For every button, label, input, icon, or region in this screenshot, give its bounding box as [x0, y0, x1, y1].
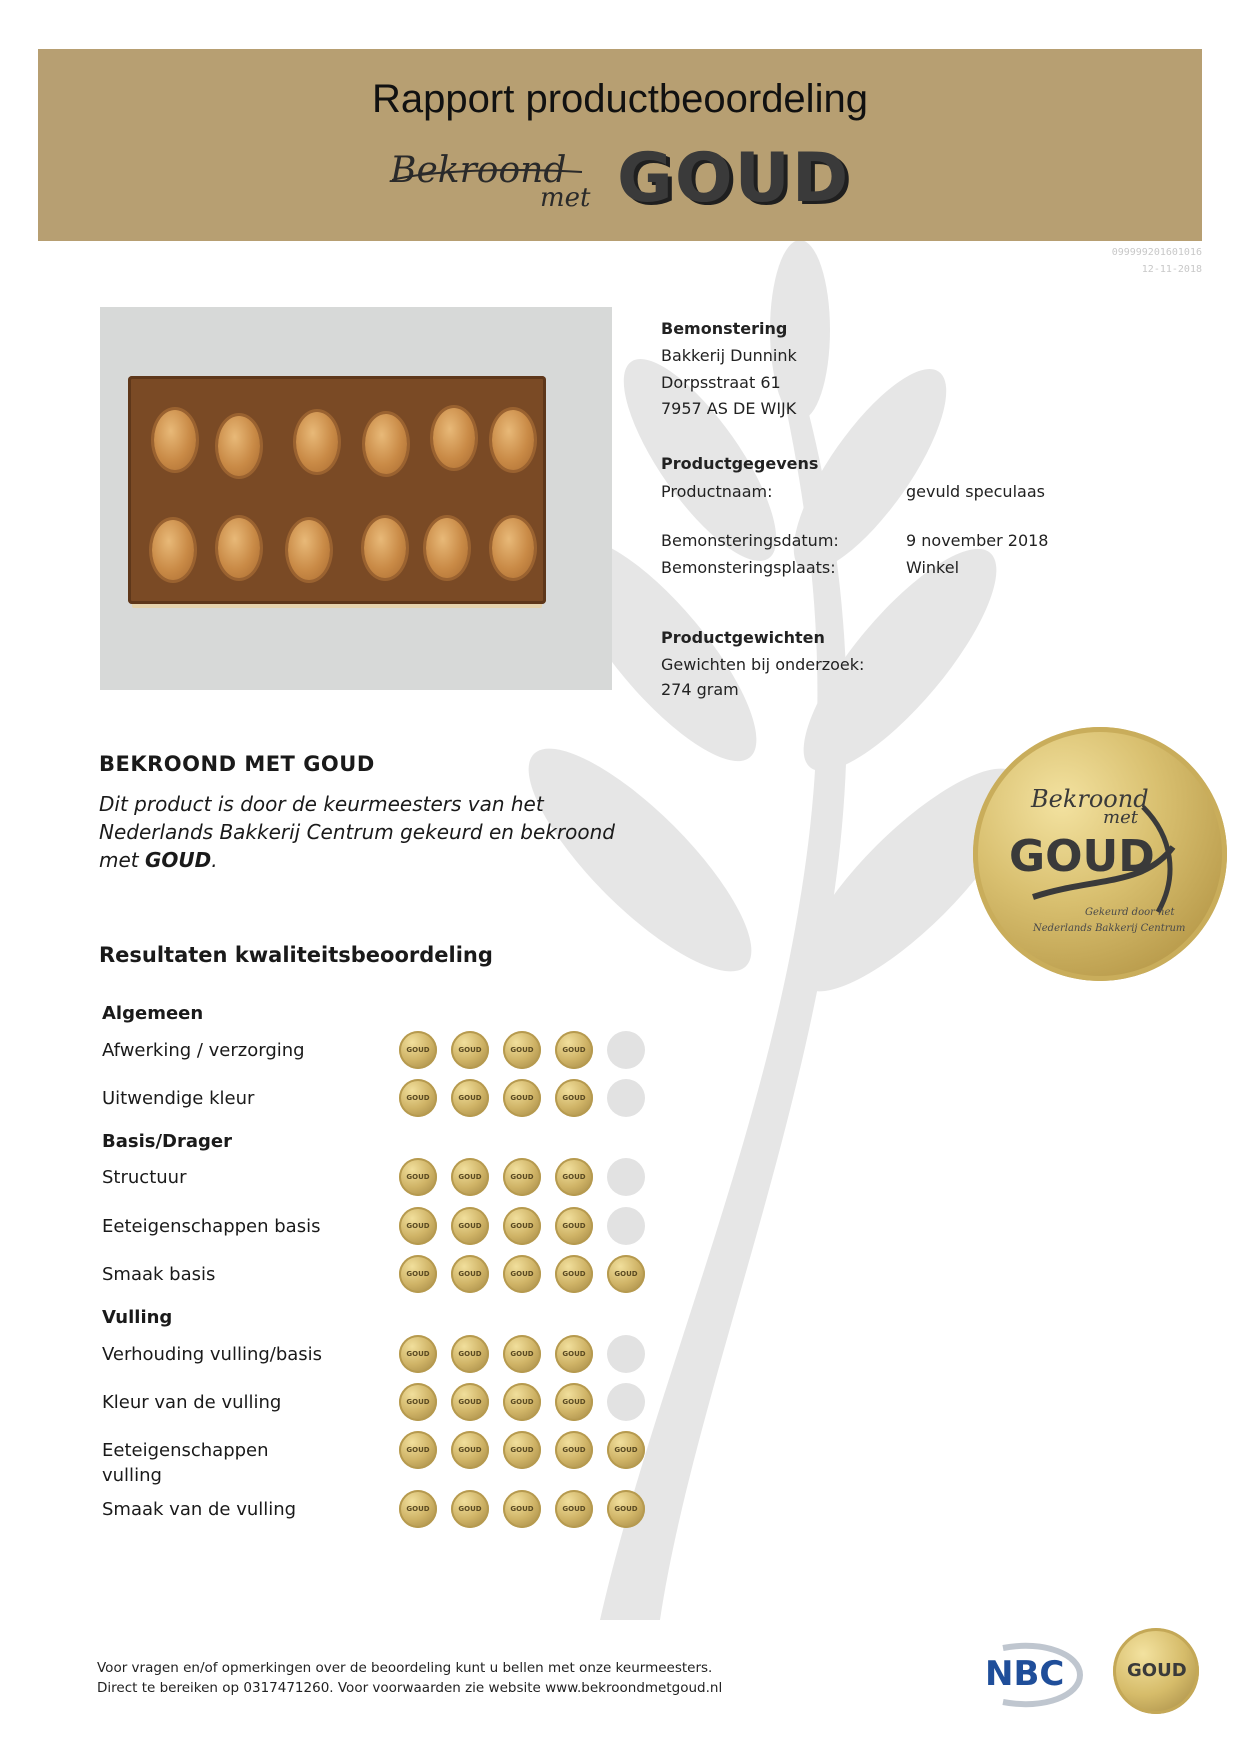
empty-score-coin-icon	[607, 1383, 645, 1421]
empty-score-coin-icon	[607, 1335, 645, 1373]
sampling-name: Bakkerij Dunnink	[661, 346, 797, 365]
medal-ring-text-1: Gekeurd door het	[1085, 907, 1175, 918]
small-gold-medal-icon	[1113, 1628, 1199, 1714]
award-title: BEKROOND MET GOUD	[99, 752, 375, 776]
product-heading: Productgegevens	[661, 454, 819, 473]
criterion-label: Kleur van de vulling	[102, 1392, 282, 1413]
gold-score-coin-icon: GOUD	[399, 1383, 437, 1421]
gold-score-coin-icon: GOUD	[555, 1031, 593, 1069]
weights-label: Gewichten bij onderzoek:	[661, 655, 865, 674]
gold-score-coin-icon: GOUD	[607, 1490, 645, 1528]
criterion-label: Smaak van de vulling	[102, 1499, 297, 1520]
sampling-date-value: 9 november 2018	[906, 531, 1049, 550]
gold-score-coin-icon: GOUD	[503, 1255, 541, 1293]
report-code: 099999201601016	[1111, 247, 1202, 258]
award-text: Dit product is door de keurmeesters van het Nederlands Bakkerij Centrum gekeurd en bekroond met GOUD.	[99, 792, 615, 872]
sampling-city: 7957 AS DE WIJK	[661, 399, 797, 418]
section-basis-drager: Basis/Drager	[102, 1131, 232, 1152]
gold-score-coin-icon: GOUD	[399, 1031, 437, 1069]
gold-score-coin-icon: GOUD	[503, 1335, 541, 1373]
medal-goud-word: GOUD	[1009, 831, 1155, 882]
gold-score-coin-icon: GOUD	[399, 1079, 437, 1117]
medal-ring-text-2: Nederlands Bakkerij Centrum	[1033, 923, 1186, 934]
empty-score-coin-icon	[607, 1031, 645, 1069]
gold-score-coin-icon: GOUD	[555, 1207, 593, 1245]
gold-score-coin-icon: GOUD	[607, 1431, 645, 1469]
gold-score-coin-icon: GOUD	[555, 1255, 593, 1293]
gold-score-coin-icon: GOUD	[399, 1207, 437, 1245]
footer-line-2: Direct te bereiken op 0317471260. Voor voorwaarden zie website www.bekroondmetgoud.nl	[97, 1680, 723, 1696]
gold-score-coin-icon: GOUD	[503, 1158, 541, 1196]
weights-value: 274 gram	[661, 680, 739, 699]
gold-medal-icon	[973, 727, 1227, 981]
gold-score-coin-icon: GOUD	[451, 1207, 489, 1245]
product-name-label: Productnaam:	[661, 482, 773, 501]
criterion-label: Structuur	[102, 1167, 187, 1188]
gold-score-coin-icon: GOUD	[555, 1335, 593, 1373]
sampling-date-label: Bemonsteringsdatum:	[661, 531, 839, 550]
criterion-label: Smaak basis	[102, 1264, 216, 1285]
report-title: Rapport productbeoordeling	[372, 77, 868, 121]
nbc-logo-icon	[985, 1640, 1085, 1710]
logo-goud-word: GOUD	[617, 139, 851, 218]
gold-score-coin-icon: GOUD	[451, 1431, 489, 1469]
gold-score-coin-icon: GOUD	[451, 1335, 489, 1373]
sampling-street: Dorpsstraat 61	[661, 373, 781, 392]
nbc-logo-text: NBC	[985, 1654, 1065, 1694]
gold-score-coin-icon: GOUD	[451, 1031, 489, 1069]
gold-score-coin-icon: GOUD	[399, 1335, 437, 1373]
criterion-label: Afwerking / verzorging	[102, 1040, 305, 1061]
criterion-label: Eeteigenschappen vulling	[102, 1440, 269, 1486]
logo-script-met: met	[540, 183, 591, 213]
empty-score-coin-icon	[607, 1207, 645, 1245]
criterion-label: Uitwendige kleur	[102, 1088, 255, 1109]
gold-score-coin-icon: GOUD	[503, 1490, 541, 1528]
gold-score-coin-icon: GOUD	[503, 1207, 541, 1245]
product-name-value: gevuld speculaas	[906, 482, 1045, 501]
section-algemeen: Algemeen	[102, 1003, 204, 1024]
sampling-heading: Bemonstering	[661, 319, 788, 338]
gold-score-coin-icon: GOUD	[399, 1255, 437, 1293]
small-medal-word: GOUD	[1127, 1660, 1187, 1681]
criterion-label: Verhouding vulling/basis	[102, 1344, 323, 1365]
gold-score-coin-icon: GOUD	[399, 1431, 437, 1469]
report-date: 12-11-2018	[1141, 264, 1202, 275]
gold-score-coin-icon: GOUD	[451, 1490, 489, 1528]
weights-heading: Productgewichten	[661, 628, 825, 647]
gold-score-coin-icon: GOUD	[503, 1383, 541, 1421]
gold-score-coin-icon: GOUD	[503, 1079, 541, 1117]
gold-score-coin-icon: GOUD	[555, 1383, 593, 1421]
medal-script-bekroond: Bekroond	[1031, 785, 1149, 813]
logo-script-bekroond: Bekroond	[390, 150, 567, 191]
footer-line-1: Voor vragen en/of opmerkingen over de beoordeling kunt u bellen met onze keurmeesters.	[97, 1660, 713, 1676]
sampling-place-label: Bemonsteringsplaats:	[661, 558, 836, 577]
empty-score-coin-icon	[607, 1079, 645, 1117]
gold-score-coin-icon: GOUD	[451, 1079, 489, 1117]
gold-score-coin-icon: GOUD	[503, 1031, 541, 1069]
medal-script-met: met	[1103, 807, 1138, 828]
gold-score-coin-icon: GOUD	[555, 1490, 593, 1528]
sampling-place-value: Winkel	[906, 558, 960, 577]
criterion-label: Eeteigenschappen basis	[102, 1216, 321, 1237]
gold-score-coin-icon: GOUD	[451, 1255, 489, 1293]
section-vulling: Vulling	[102, 1307, 173, 1328]
gold-score-coin-icon: GOUD	[451, 1158, 489, 1196]
gold-score-coin-icon: GOUD	[503, 1431, 541, 1469]
empty-score-coin-icon	[607, 1158, 645, 1196]
gold-score-coin-icon: GOUD	[555, 1431, 593, 1469]
gold-score-coin-icon: GOUD	[399, 1490, 437, 1528]
gold-score-coin-icon: GOUD	[607, 1255, 645, 1293]
results-title: Resultaten kwaliteitsbeoordeling	[99, 943, 493, 967]
gold-score-coin-icon: GOUD	[555, 1079, 593, 1117]
product-photo-cake	[128, 376, 546, 604]
gold-score-coin-icon: GOUD	[451, 1383, 489, 1421]
gold-score-coin-icon: GOUD	[555, 1158, 593, 1196]
footer-text	[97, 1658, 722, 1698]
gold-score-coin-icon: GOUD	[399, 1158, 437, 1196]
